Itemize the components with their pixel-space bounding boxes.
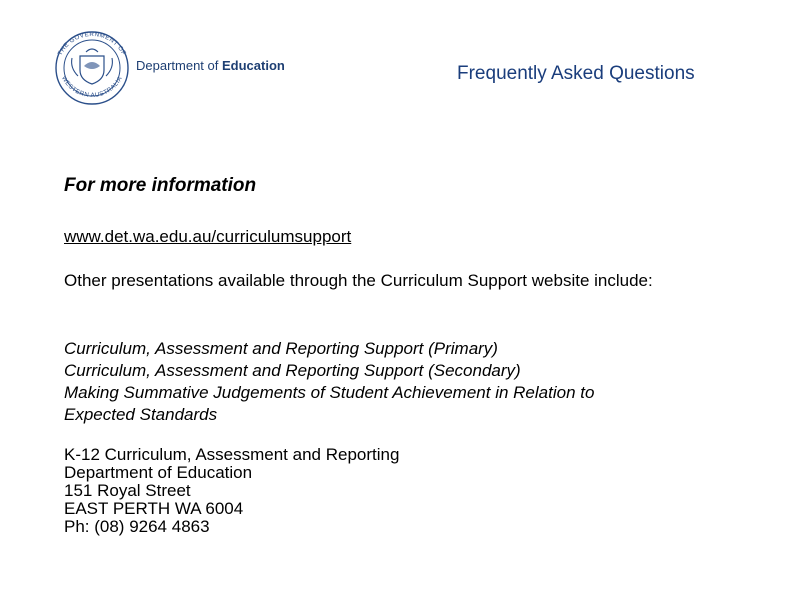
department-bold: Education xyxy=(222,58,285,73)
contact-line: EAST PERTH WA 6004 xyxy=(64,499,244,518)
contact-line: K-12 Curriculum, Assessment and Reporting xyxy=(64,445,400,464)
intro-paragraph: Other presentations available through the Curriculum Support website include: xyxy=(64,271,653,290)
contact-block xyxy=(64,446,399,536)
list-item: Curriculum, Assessment and Reporting Support (Secondary) xyxy=(64,361,521,380)
wa-government-crest-icon xyxy=(50,30,134,106)
list-item: Curriculum, Assessment and Reporting Support (Primary) xyxy=(64,339,498,358)
department-prefix: Department of xyxy=(136,58,222,73)
svg-text:THE GOVERNMENT OF xyxy=(57,31,128,57)
curriculum-support-link[interactable]: www.det.wa.edu.au/curriculumsupport xyxy=(64,227,352,246)
list-item: Making Summative Judgements of Student Achievement in Relation to xyxy=(64,383,595,402)
department-name xyxy=(136,58,285,73)
contact-line: 151 Royal Street xyxy=(64,481,191,500)
crest-text-top: THE GOVERNMENT OF xyxy=(56,30,128,57)
department-logo xyxy=(50,30,310,100)
presentations-list xyxy=(64,338,744,426)
faq-title: Frequently Asked Questions xyxy=(457,63,695,84)
crest-text-bottom: WESTERN AUSTRALIA xyxy=(60,75,124,99)
list-item: Expected Standards xyxy=(64,405,218,424)
contact-line: Ph: (08) 9264 4863 xyxy=(64,517,210,536)
section-heading: For more information xyxy=(64,175,257,196)
contact-line: Department of Education xyxy=(64,463,253,482)
